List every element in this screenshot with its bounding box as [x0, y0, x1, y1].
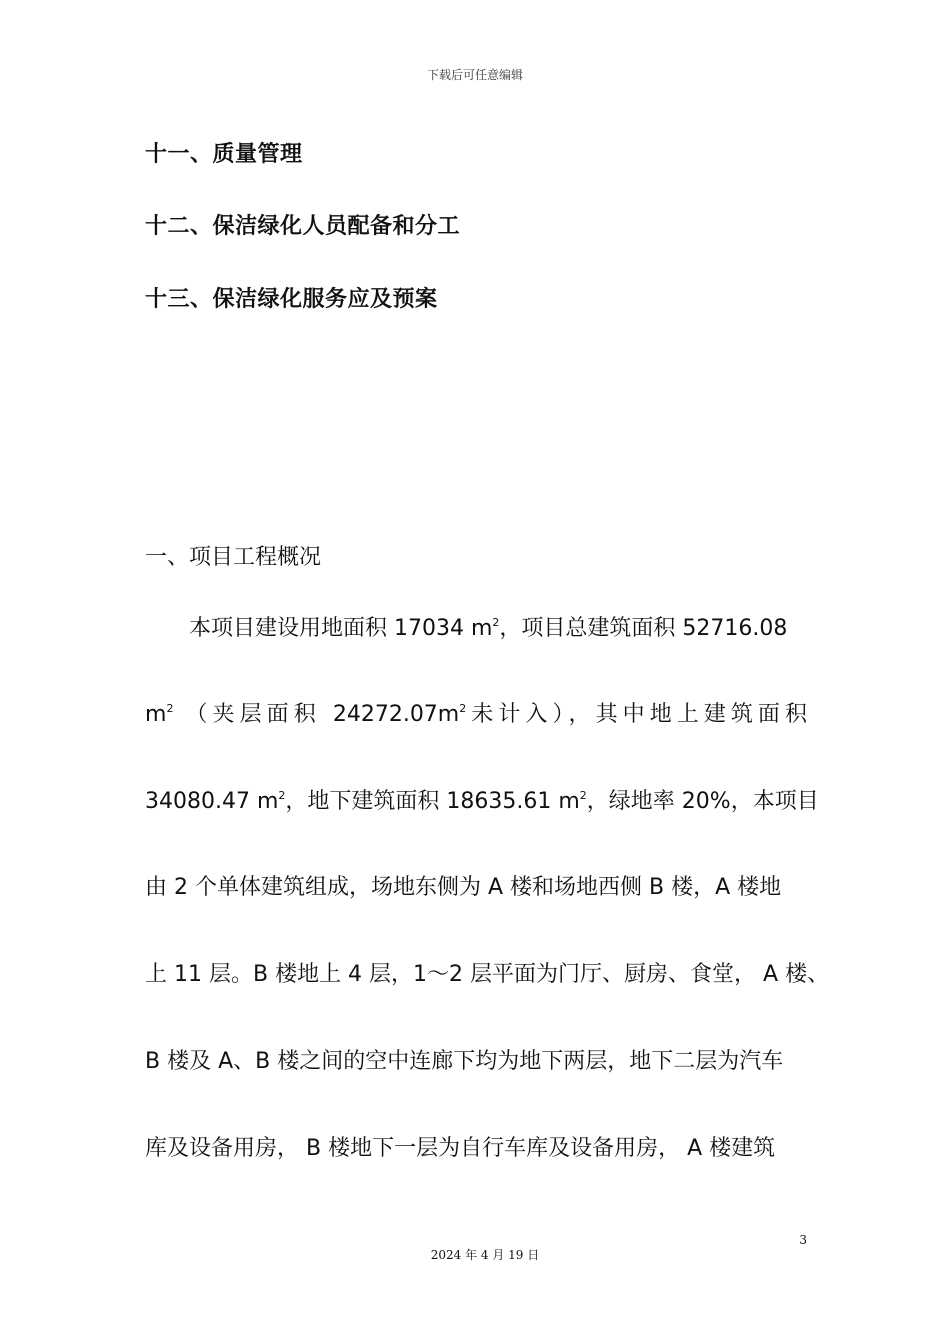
- footer-date: 2024 年 4 月 19 日: [430, 1248, 540, 1262]
- page-header: 下载后可任意编辑: [426, 68, 523, 82]
- paragraph-line-7: 库及设备用房， B 楼地下一层为自行车库及设备用房， A 楼建筑: [145, 1136, 776, 1161]
- paragraph-line-5: 上 11 层。B 楼地上 4 层，1～2 层平面为门厅、厨房、食堂， A 楼、: [145, 962, 830, 987]
- toc-item-13: 十三、保洁绿化服务应及预案: [145, 287, 438, 312]
- toc-item-12: 十二、保洁绿化人员配备和分工: [145, 214, 461, 239]
- paragraph-line-6: B 楼及 A、B 楼之间的空中连廊下均为地下两层，地下二层为汽车: [145, 1049, 784, 1074]
- paragraph-line-3: 34080.47 $m^2$，地下建筑面积 18635.61 $m^2$，绿地率 20%，本项目: [145, 789, 819, 814]
- paragraph-line-4: 由 2 个单体建筑组成，场地东侧为 A 楼和场地西侧 B 楼，A 楼地: [145, 875, 782, 900]
- toc-item-11: 十一、质量管理: [145, 142, 303, 167]
- section-heading: 一、项目工程概况: [145, 545, 322, 570]
- paragraph-line-2: $m^2$ （夹层面积 $24272.07m^2$未计入），其中地上建筑面积: [145, 702, 807, 727]
- page-number: 3: [799, 1233, 807, 1247]
- paragraph-line-1: 本项目建设用地面积 17034 $m^2$，项目总建筑面积 52716.08: [189, 616, 788, 641]
